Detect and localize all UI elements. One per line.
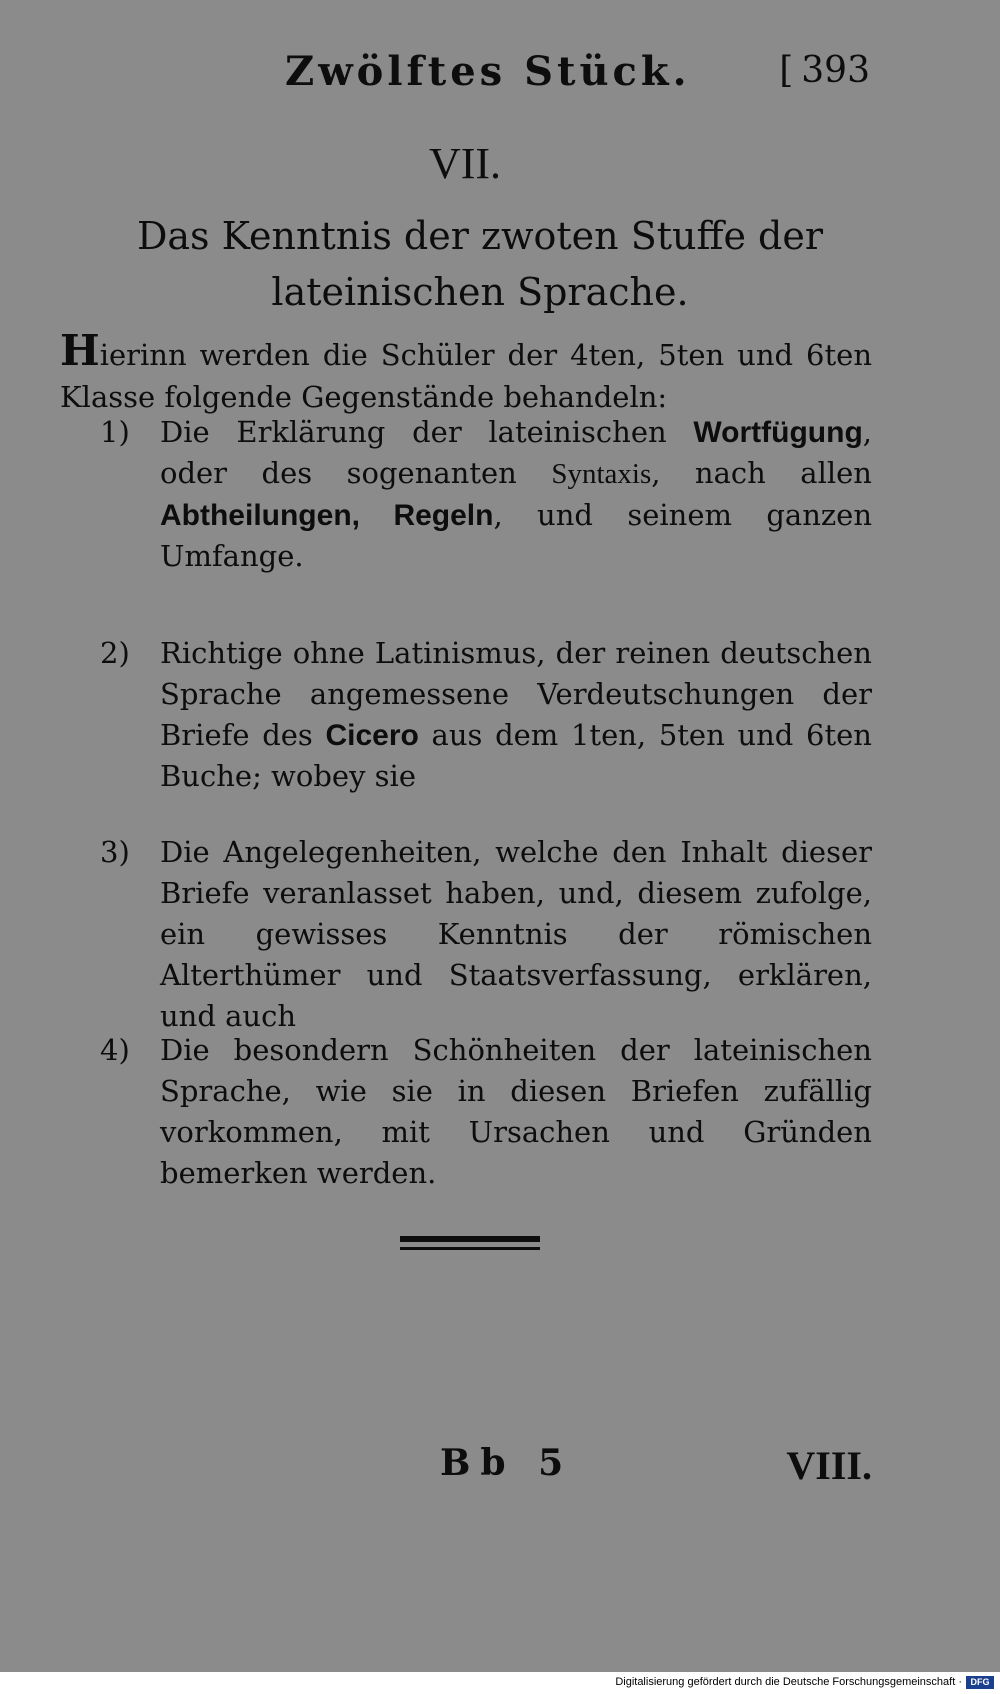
text-run: Die Erklärung der lateinischen [160, 415, 694, 449]
list-item-text: Die besondern Schönheiten der lateinischen Sprache, wie sie in diesen Briefen zufällig vorkommen, mit Ursachen und Gründen bemerken werden. [160, 1033, 872, 1190]
intro-paragraph [60, 326, 872, 418]
credit-text: Digitalisierung gefördert durch die Deutsche Forschungsgemeinschaft · [615, 1676, 962, 1688]
emphasis-term: Abtheilungen, Regeln [160, 499, 494, 532]
rule-thick [400, 1236, 540, 1242]
list-item-number: 2) [100, 636, 130, 670]
list-item [100, 412, 872, 577]
section-heading [100, 208, 860, 320]
text-run: Richtige ohne Latinismus, der reinen deutschen Sprache angemessene Verdeutschungen der Briefe des [160, 636, 872, 752]
emphasis-term: Wortfügung [693, 416, 863, 449]
page-number [779, 50, 870, 91]
running-title: Zwölftes Stück. [285, 48, 691, 95]
list-item-text [160, 412, 872, 577]
page-number-bracket: [ [779, 50, 794, 91]
text-run: , oder des sogenanten [160, 415, 872, 490]
text-run: , nach allen [651, 456, 872, 490]
text-run: aus dem 1ten, 5ten und 6ten Buche; wobey sie [160, 718, 872, 793]
emphasis-term: Cicero [325, 719, 419, 752]
section-end-rule [400, 1236, 540, 1250]
section-heading-line-2: lateinischen Sprache. [271, 270, 689, 314]
list-item-number: 4) [100, 1033, 130, 1067]
dfg-logo-icon: DFG [966, 1676, 994, 1689]
drop-cap: H [60, 326, 100, 375]
list-item [100, 633, 872, 797]
credit-bar [0, 1672, 1000, 1694]
latin-term: Syntaxis [551, 458, 652, 490]
list-item-number: 3) [100, 835, 130, 869]
list-item [100, 1030, 872, 1194]
rule-thin [400, 1247, 540, 1250]
text-run: , und seinem ganzen Umfange. [160, 498, 872, 573]
intro-text: ierinn werden die Schüler der 4ten, 5ten und 6ten Klasse folgende Gegenstände behandeln: [60, 338, 872, 414]
section-number: VII. [428, 139, 502, 188]
catchword: VIII. [786, 1443, 872, 1488]
signature-mark: Bb 5 [440, 1442, 574, 1484]
page-number-value: 393 [801, 50, 870, 91]
list-item-text [160, 633, 872, 797]
section-heading-line-1: Das Kenntnis der zwoten Stuffe der [136, 214, 824, 258]
list-item-number: 1) [100, 415, 130, 449]
running-head [270, 48, 880, 108]
list-item-text: Die Angelegenheiten, welche den Inhalt dieser Briefe veranlasset haben, und, diesem zufolge, ein gewisses Kenntnis der römischen Alterthümer und Staatsverfassung, erklären, und auch [160, 835, 872, 1033]
list-item [100, 832, 872, 1037]
